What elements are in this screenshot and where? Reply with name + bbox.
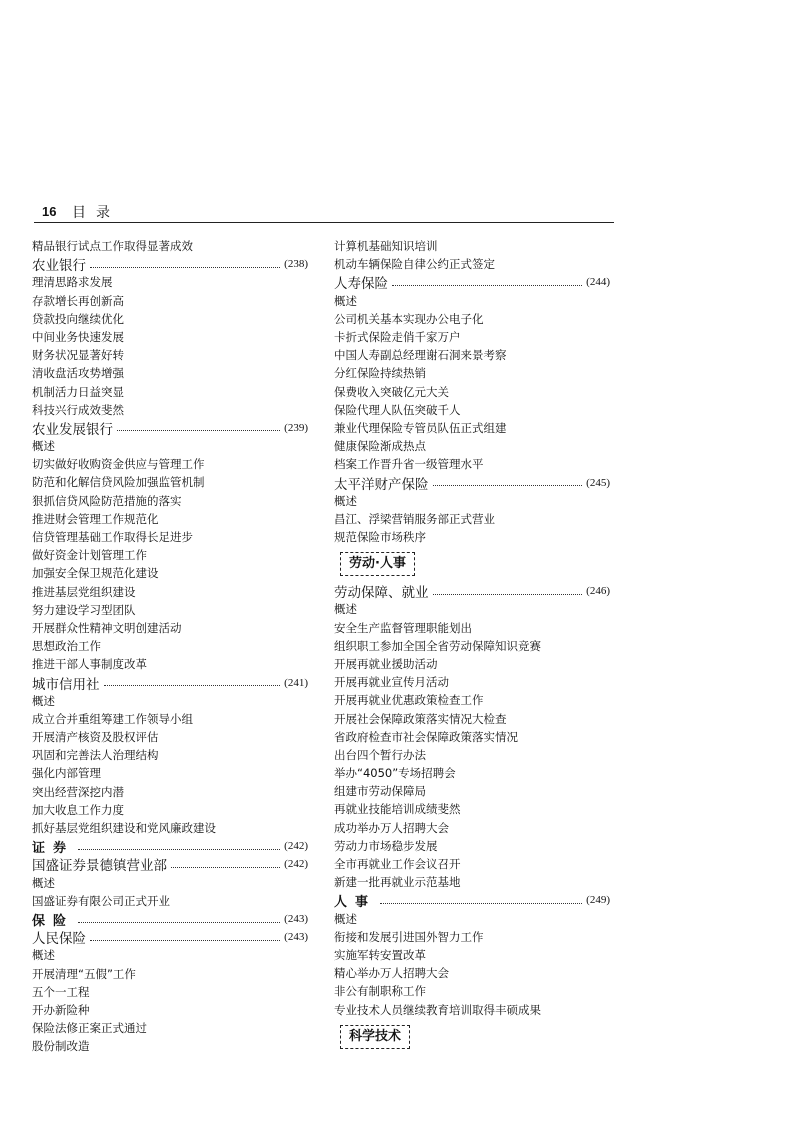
toc-subitem: 再就业技能培训成绩斐然: [334, 802, 461, 817]
toc-page-number: (242): [284, 840, 308, 853]
dot-leader: [90, 940, 280, 941]
dot-leader: [171, 867, 280, 868]
dot-leader: [433, 485, 583, 486]
toc-page-number: (239): [284, 421, 308, 434]
chapter-heading-box[interactable]: 劳动·人事: [340, 552, 415, 576]
toc-entry[interactable]: [32, 855, 308, 873]
toc-subitem: 新建一批再就业示范基地: [334, 875, 461, 890]
toc-subitem: 精品银行试点工作取得显著成效: [32, 239, 193, 253]
toc-subitem: 安全生产监督管理职能划出: [334, 620, 472, 635]
toc-subitem: 中间业务快速发展: [32, 329, 124, 344]
toc-entry[interactable]: [334, 582, 610, 600]
toc-subitem: 概述: [32, 439, 55, 454]
toc-subitem: 成立合并重组筹建工作领导小组: [32, 711, 193, 726]
toc-entry[interactable]: [334, 273, 610, 291]
toc-subitem: 保费收入突破亿元大关: [334, 384, 449, 399]
toc-subitem: 切实做好收购资金供应与管理工作: [32, 457, 205, 472]
toc-subitem: 举办“4050”专场招聘会: [334, 766, 456, 781]
toc-entry[interactable]: [32, 928, 308, 946]
toc-subitem: 卡折式保险走俏千家万户: [334, 329, 461, 344]
header-rule: [34, 222, 614, 223]
toc-subitem: 科技兴行成效斐然: [32, 402, 124, 417]
toc-subitem: 开展清产核资及股权评估: [32, 730, 159, 745]
toc-subitem: 清收盘活攻势增强: [32, 366, 124, 381]
toc-subitem: 概述: [32, 948, 55, 963]
toc-subitem: 理清思路求发展: [32, 275, 113, 290]
toc-subitem: 推进财会管理工作规范化: [32, 511, 159, 526]
dot-leader: [117, 430, 280, 431]
toc-subitem: 开展再就业优惠政策检查工作: [334, 693, 484, 708]
toc-subitem: 加强安全保卫规范化建设: [32, 566, 159, 581]
toc-subitem: 财务状况显著好转: [32, 348, 124, 363]
dot-leader: [104, 685, 281, 686]
chapter-heading-box[interactable]: 科学技术: [340, 1025, 410, 1049]
dot-leader: [78, 922, 280, 923]
toc-subitem: 推进基层党组织建设: [32, 584, 136, 599]
toc-entry-title: 人事: [334, 894, 377, 910]
toc-subitem: 开展再就业宣传月活动: [334, 675, 449, 690]
page-title: 目录: [72, 205, 120, 221]
toc-subitem: 股份制改造: [32, 1039, 90, 1054]
toc-section-heading[interactable]: [32, 837, 308, 855]
toc-subitem: 出台四个暂行办法: [334, 747, 426, 762]
toc-subitem: 概述: [32, 693, 55, 708]
toc-subitem: 分红保险持续热销: [334, 366, 426, 381]
toc-entry-title: 人民保险: [32, 931, 86, 948]
toc-subitem: 档案工作晋升省一级管理水平: [334, 457, 484, 472]
toc-page-number: (243): [284, 913, 308, 926]
page-number: 16: [42, 204, 57, 219]
toc-subitem: 加大收息工作力度: [32, 802, 124, 817]
toc-subitem: 专业技术人员继续教育培训取得丰硕成果: [334, 1002, 541, 1017]
toc-subitem: 信贷管理基础工作取得长足进步: [32, 530, 193, 544]
toc-subitem: 巩固和完善法人治理结构: [32, 748, 159, 763]
toc-subitem: 保险法修正案正式通过: [32, 1021, 147, 1036]
toc-subitem: 非公有制职称工作: [334, 984, 426, 999]
toc-subitem: 机动车辆保险自律公约正式签定: [334, 257, 495, 272]
toc-subitem: 努力建设学习型团队: [32, 602, 136, 617]
toc-subitem: 组建市劳动保障局: [334, 784, 426, 799]
toc-subitem: 开展再就业援助活动: [334, 656, 438, 671]
toc-subitem: 昌江、浮梁营销服务部正式营业: [334, 511, 495, 526]
toc-entry[interactable]: [32, 674, 308, 692]
toc-entry-title: 农业发展银行: [32, 421, 113, 438]
toc-subitem: 做好资金计划管理工作: [32, 548, 147, 563]
toc-entry[interactable]: [32, 255, 308, 273]
toc-subitem: 兼业代理保险专管员队伍正式组建: [334, 420, 507, 435]
toc-entry[interactable]: [32, 419, 308, 437]
toc-page-number: (238): [284, 258, 308, 271]
toc-subitem: 开展社会保障政策落实情况大检查: [334, 711, 507, 726]
toc-subitem: 推进干部人事制度改革: [32, 657, 147, 672]
toc-subitem: 开展群众性精神文明创建活动: [32, 620, 182, 635]
toc-subitem: 机制活力日益突显: [32, 384, 124, 399]
dot-leader: [78, 849, 280, 850]
toc-page-number: (242): [284, 858, 308, 871]
toc-page-number: (244): [586, 276, 610, 289]
toc-entry-title: 国盛证券景德镇营业部: [32, 858, 167, 875]
toc-section-heading[interactable]: [32, 910, 308, 928]
dot-leader: [392, 285, 582, 286]
toc-subitem: 保险代理人队伍突破千人: [334, 402, 461, 417]
toc-subitem: 衔接和发展引进国外智力工作: [334, 929, 484, 944]
toc-page-number: (241): [284, 676, 308, 689]
toc-subitem: 全市再就业工作会议召开: [334, 857, 461, 871]
toc-subitem: 实施军转安置改革: [334, 947, 426, 962]
toc-entry-title: 农业银行: [32, 258, 86, 275]
toc-subitem: 概述: [334, 293, 357, 308]
toc-entry-title: 人寿保险: [334, 276, 388, 293]
toc-subitem: 狠抓信贷风险防范措施的落实: [32, 493, 182, 508]
toc-subitem: 存款增长再创新高: [32, 293, 124, 308]
toc-subitem: 中国人寿副总经理谢石洞来景考察: [334, 348, 507, 363]
dot-leader: [433, 594, 583, 595]
toc-subitem: 计算机基础知识培训: [334, 239, 438, 253]
toc-subitem: 组织职工参加全国全省劳动保障知识竞赛: [334, 638, 541, 653]
toc-subitem: 公司机关基本实现办公电子化: [334, 311, 484, 326]
running-header: [34, 202, 614, 222]
toc-entry-title: 劳动保障、就业: [334, 585, 429, 602]
toc-page-number: (245): [586, 476, 610, 489]
chapter-heading-row: [334, 546, 610, 582]
toc-subitem: 省政府检查市社会保障政策落实情况: [334, 729, 518, 744]
toc-subitem: 规范保险市场秩序: [334, 530, 426, 544]
toc-subitem: 强化内部管理: [32, 766, 101, 781]
toc-left-column: [32, 237, 308, 1055]
toc-subitem: 五个一工程: [32, 984, 90, 999]
toc-subitem: 抓好基层党组织建设和党风廉政建设: [32, 821, 216, 835]
toc-subitem: 贷款投向继续优化: [32, 311, 124, 326]
toc-page-number: (246): [586, 585, 610, 598]
toc-subitem: 概述: [334, 602, 357, 617]
toc-entry-title: 证券: [32, 840, 75, 856]
dot-leader: [90, 267, 280, 268]
toc-entry-title: 保险: [32, 913, 75, 929]
toc-entry-title: 城市信用社: [32, 676, 100, 693]
toc-subitem: 开办新险种: [32, 1002, 90, 1017]
toc-subitem: 突出经营深挖内潜: [32, 784, 124, 799]
dot-leader: [380, 903, 582, 904]
toc-section-heading[interactable]: [334, 891, 610, 909]
toc-subitem: 开展清理“五假”工作: [32, 966, 136, 981]
toc-page-number: (249): [586, 894, 610, 907]
toc-subitem: 防范和化解信贷风险加强监管机制: [32, 475, 205, 490]
toc-subitem: 成功举办万人招聘大会: [334, 820, 449, 835]
toc-subitem: 概述: [32, 875, 55, 890]
toc-subitem: 精心举办万人招聘大会: [334, 966, 449, 981]
toc-subitem: 健康保险渐成热点: [334, 439, 426, 454]
toc-right-column: [334, 237, 610, 1055]
toc-subitem: 劳动力市场稳步发展: [334, 838, 438, 853]
toc-entry-title: 太平洋财产保险: [334, 476, 429, 493]
toc-entry[interactable]: [334, 473, 610, 491]
toc-subitem: 国盛证券有限公司正式开业: [32, 893, 170, 908]
toc-subitem: 概述: [334, 911, 357, 926]
toc-page-number: (243): [284, 931, 308, 944]
chapter-heading-row: [334, 1019, 610, 1055]
toc-subitem: 思想政治工作: [32, 639, 101, 654]
toc-subitem: 概述: [334, 493, 357, 508]
